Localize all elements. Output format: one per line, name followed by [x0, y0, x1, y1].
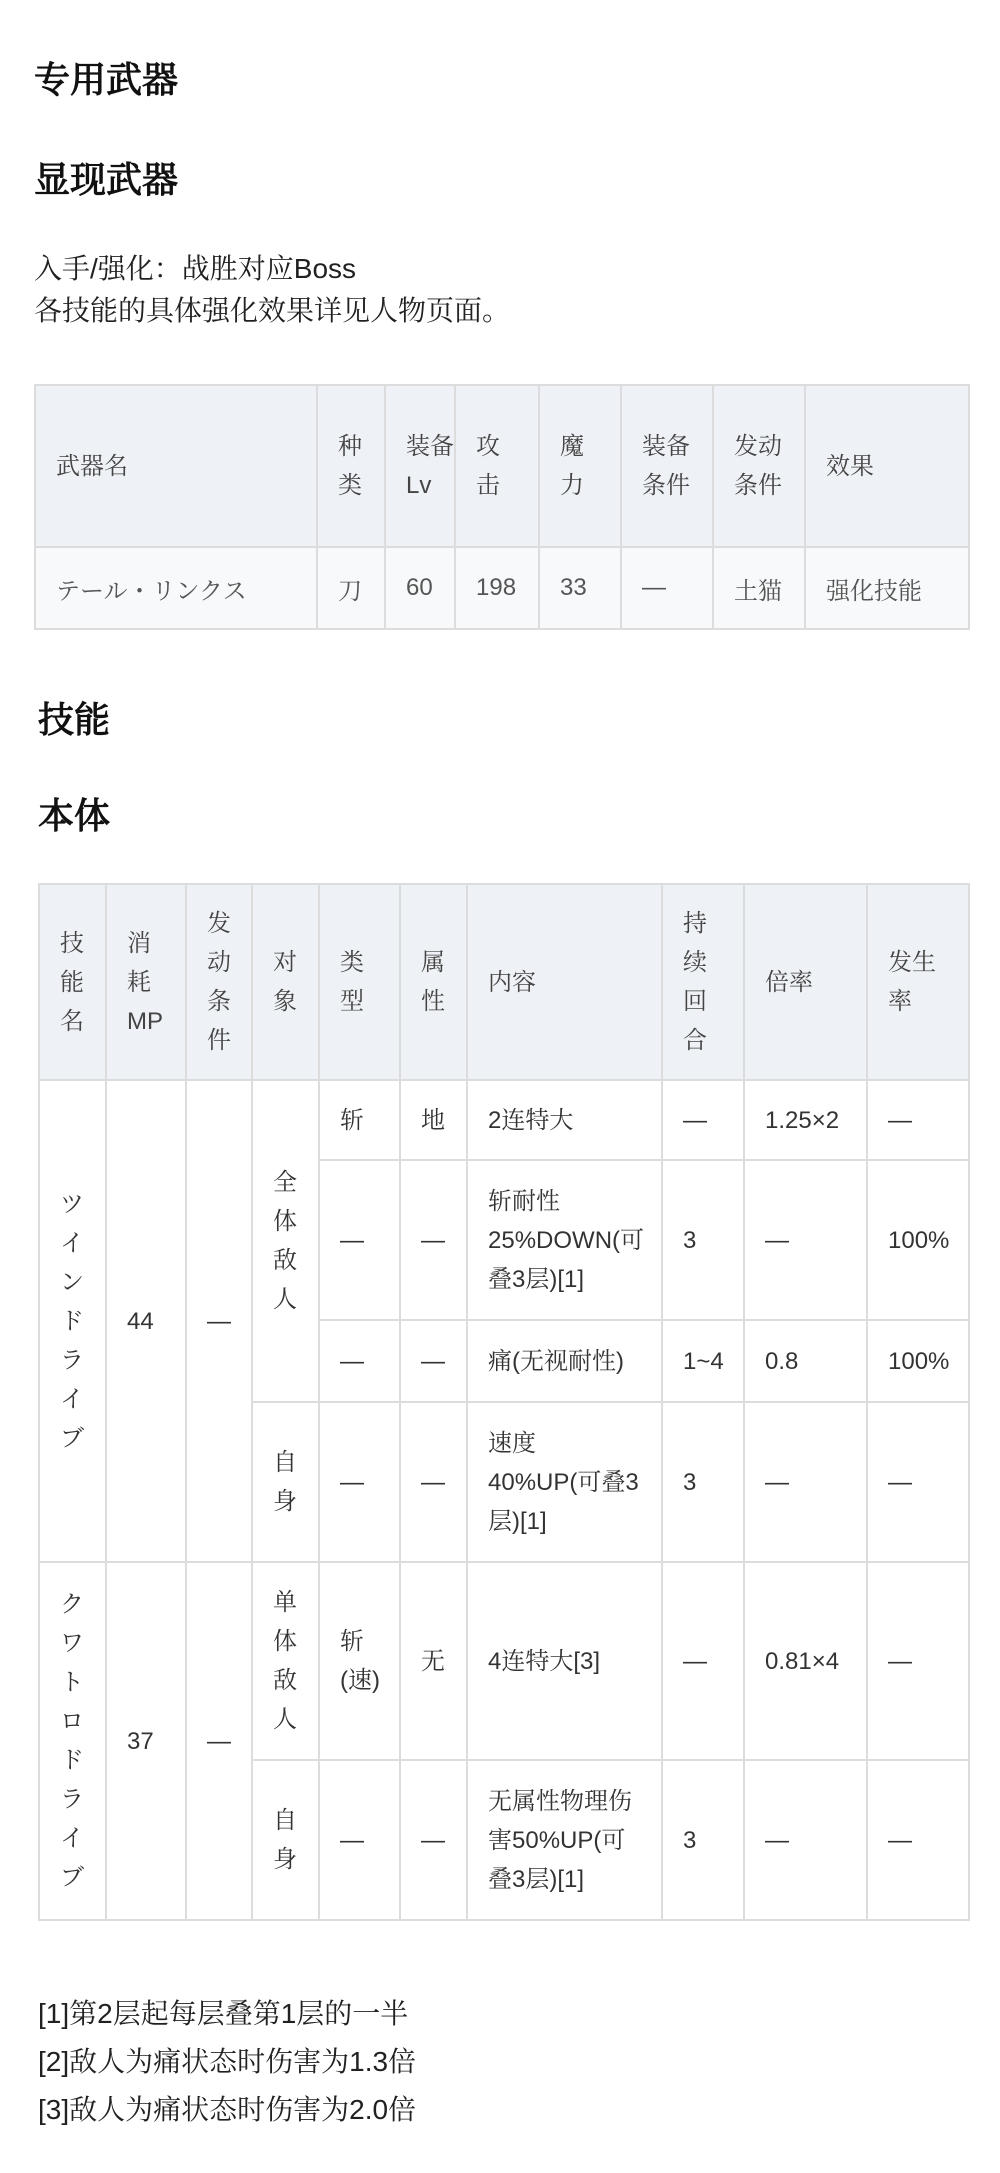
effect-duration: 1~4 — [662, 1320, 744, 1402]
effect-content-line: 25%DOWN(可 — [488, 1226, 645, 1254]
skill-target: 全体敌人 — [252, 1080, 319, 1402]
header-skill-name: 技能名 — [39, 884, 106, 1080]
effect-attribute: — — [400, 1760, 467, 1920]
effect-duration: — — [662, 1562, 744, 1760]
intro-line-detail: 各技能的具体强化效果详见人物页面。 — [34, 295, 511, 326]
header-magic: 魔力 — [539, 385, 621, 547]
effect-type-line: (速) — [340, 1667, 380, 1694]
effect-content: 痛(无视耐性) — [467, 1320, 662, 1402]
weapon-attack: 198 — [455, 547, 539, 629]
effect-multiplier: — — [744, 1760, 867, 1920]
skill-mp: 37 — [106, 1562, 186, 1920]
effect-content-line: 害50%UP(可 — [488, 1826, 626, 1854]
weapon-table-header-row — [35, 385, 969, 547]
section-title-manifest-weapon: 显现武器 — [34, 159, 179, 200]
header-mp-cost-line1: 消耗 — [127, 929, 151, 996]
skill-target: 单体敌人 — [252, 1562, 319, 1760]
effect-type-line: 斩 — [340, 1628, 364, 1655]
effect-content — [467, 1760, 662, 1920]
effect-type: — — [319, 1402, 400, 1562]
effect-content-line: 叠3层)[1] — [488, 1265, 585, 1293]
header-chance-line2: 率 — [888, 988, 912, 1015]
header-mp-cost-line2: MP — [127, 1007, 163, 1035]
effect-type — [319, 1562, 400, 1760]
weapon-level: 60 — [385, 547, 455, 629]
effect-chance: — — [867, 1760, 969, 1920]
header-equip-condition: 装备条件 — [621, 385, 713, 547]
effect-duration: 3 — [662, 1402, 744, 1562]
effect-content-line: 速度 — [488, 1429, 536, 1457]
header-duration: 持续回合 — [662, 884, 744, 1080]
weapon-type: 刀 — [317, 547, 385, 629]
effect-multiplier: — — [744, 1402, 867, 1562]
effect-chance: — — [867, 1402, 969, 1562]
effect-content: 4连特大[3] — [467, 1562, 662, 1760]
header-effect: 效果 — [805, 385, 969, 547]
effect-type: — — [319, 1320, 400, 1402]
effect-attribute: — — [400, 1320, 467, 1402]
weapon-magic: 33 — [539, 547, 621, 629]
skill-mp: 44 — [106, 1080, 186, 1562]
header-multiplier: 倍率 — [744, 884, 867, 1080]
weapon-trigger-condition-link[interactable]: 土猫 — [713, 547, 805, 629]
effect-content — [467, 1160, 662, 1320]
table-row — [39, 1562, 969, 1760]
header-weapon-name: 武器名 — [35, 385, 317, 547]
skill-target: 自身 — [252, 1402, 319, 1562]
effect-multiplier: 1.25×2 — [744, 1080, 867, 1160]
effect-multiplier: 0.81×4 — [744, 1562, 867, 1760]
header-type: 类型 — [319, 884, 400, 1080]
weapon-equip-condition: — — [621, 547, 713, 629]
effect-content-line: 层)[1] — [488, 1507, 547, 1535]
header-target: 对象 — [252, 884, 319, 1080]
effect-content: 2连特大 — [467, 1080, 662, 1160]
table-row — [39, 1080, 969, 1160]
effect-content-line: 斩耐性 — [488, 1187, 560, 1215]
header-chance-line1: 发生 — [888, 949, 936, 976]
skill-condition: — — [186, 1080, 252, 1562]
header-trigger-condition: 发动条件 — [713, 385, 805, 547]
skill-table — [38, 883, 970, 1921]
intro-line-acquire: 入手/强化：战胜对应Boss — [34, 253, 357, 284]
effect-chance: 100% — [867, 1320, 969, 1402]
header-chance — [867, 884, 969, 1080]
effect-attribute: 地 — [400, 1080, 467, 1160]
footnotes — [38, 1990, 416, 2134]
header-trigger-condition: 发动条件 — [186, 884, 252, 1080]
skill-name: ツインドライブ — [39, 1080, 106, 1562]
effect-type: — — [319, 1160, 400, 1320]
effect-multiplier: — — [744, 1160, 867, 1320]
effect-content — [467, 1402, 662, 1562]
footnote-1: [1]第2层起每层叠第1层的一半 — [38, 1998, 409, 2029]
header-equip-level: 装备Lv — [385, 385, 455, 547]
effect-type: — — [319, 1760, 400, 1920]
weapon-effect: 强化技能 — [805, 547, 969, 629]
header-attack: 攻击 — [455, 385, 539, 547]
header-content: 内容 — [467, 884, 662, 1080]
skill-name: クワトロドライブ — [39, 1562, 106, 1920]
section-title-skills: 技能 — [38, 699, 111, 740]
header-attribute: 属性 — [400, 884, 467, 1080]
weapon-table — [34, 384, 970, 630]
effect-type: 斩 — [319, 1080, 400, 1160]
effect-chance: 100% — [867, 1160, 969, 1320]
effect-attribute: 无 — [400, 1562, 467, 1760]
effect-attribute: — — [400, 1160, 467, 1320]
header-mp-cost — [106, 884, 186, 1080]
effect-content-line: 叠3层)[1] — [488, 1865, 585, 1893]
intro-text — [34, 248, 510, 332]
effect-content-line: 无属性物理伤 — [488, 1787, 632, 1815]
section-title-main-body: 本体 — [38, 795, 111, 836]
section-title-exclusive-weapon: 专用武器 — [34, 59, 179, 100]
effect-chance: — — [867, 1080, 969, 1160]
effect-content-line: 40%UP(可叠3 — [488, 1468, 639, 1496]
effect-duration: 3 — [662, 1160, 744, 1320]
footnote-3: [3]敌人为痛状态时伤害为2.0倍 — [38, 2094, 417, 2125]
skill-target: 自身 — [252, 1760, 319, 1920]
weapon-name: テール・リンクス — [35, 547, 317, 629]
header-weapon-type: 种类 — [317, 385, 385, 547]
table-row — [35, 547, 969, 629]
skill-table-header-row — [39, 884, 969, 1080]
effect-duration: 3 — [662, 1760, 744, 1920]
footnote-2: [2]敌人为痛状态时伤害为1.3倍 — [38, 2046, 417, 2077]
skill-condition: — — [186, 1562, 252, 1920]
effect-attribute: — — [400, 1402, 467, 1562]
effect-chance: — — [867, 1562, 969, 1760]
effect-multiplier: 0.8 — [744, 1320, 867, 1402]
effect-duration: — — [662, 1080, 744, 1160]
